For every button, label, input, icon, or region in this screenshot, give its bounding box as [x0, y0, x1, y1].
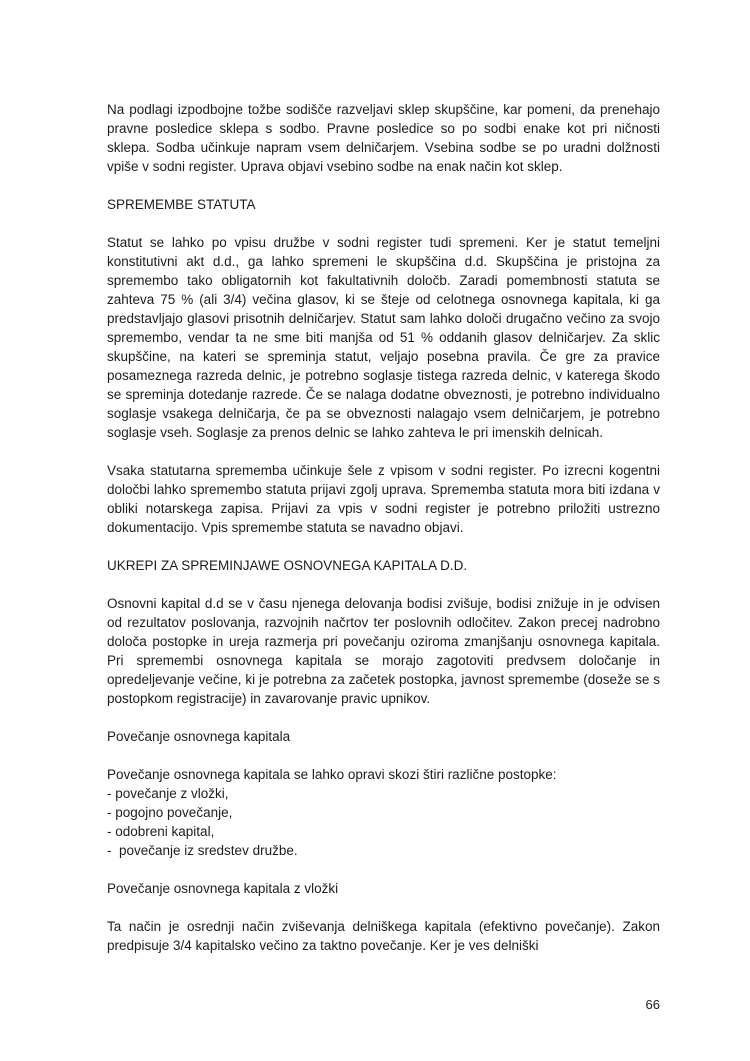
- procedures-list: [107, 784, 660, 860]
- list-item: - pogojno povečanje,: [107, 805, 233, 820]
- list-item: - povečanje iz sredstev družbe.: [107, 843, 298, 858]
- paragraph-capital-overview: Osnovni kapital d.d se v času njenega delovanja bodisi zvišuje, bodisi znižuje in je odvisen od rezultatov poslovanja, razvojnih načrtov ter poslovnih odločitev. Zakon precej nadrobno določa postopke in ureja razmerja pri povečanju oziroma zmanjšanju osnovnega kapitala. Pri spremembi osnovnega kapitala se morajo zagotoviti predvsem določanje in opredeljevanje večine, ki je potrebna za začetek postopka, javnost spremembe (doseže se s postopkom registracije) in zavarovanje pravic upnikov.: [107, 596, 660, 706]
- page-number: 66: [645, 997, 660, 1012]
- list-item: - odobreni kapital,: [107, 824, 215, 839]
- procedures-block: [107, 765, 660, 860]
- subheading-povecanje-vlozki: Povečanje osnovnega kapitala z vložki: [107, 881, 339, 896]
- subheading-povecanje-kapitala: Povečanje osnovnega kapitala: [107, 729, 291, 744]
- paragraph-register-entry: Vsaka statutarna sprememba učinkuje šele z vpisom v sodni register. Po izrecni kogentni določbi lahko spremembo statuta prijavi zgolj uprava. Sprememba statuta mora biti izdana v obliki notarskega zapisa. Prijavi za vpis v sodni register je potrebno priložiti ustrezno dokumentacijo. Vpis spremembe statuta se navadno objavi.: [107, 463, 660, 535]
- procedures-intro: Povečanje osnovnega kapitala se lahko opravi skozi štiri različne postopke:: [107, 767, 557, 782]
- paragraph-vlozki-method: Ta način je osrednji način zviševanja delniškega kapitala (efektivno povečanje). Zakon predpisuje 3/4 kapitalsko večino za taktno povečanje. Ker je ves delniški: [107, 919, 660, 953]
- list-item: - povečanje z vložki,: [107, 786, 229, 801]
- document-content: [107, 100, 660, 974]
- paragraph-statute-change: Statut se lahko po vpisu družbe v sodni register tudi spremeni. Ker je statut temeljni konstitutivni akt d.d., ga lahko spremeni le skupščina d.d. Skupščina je pristojna za spremembo tako obligatornih kot fakultativnih določb. Zaradi pomembnosti statuta se zahteva 75 % (ali 3/4) večina glasov, ki se šteje od celotnega osnovnega kapitala, ki ga predstavljajo glasovi prisotnih delničarjev. Statut sam lahko določi drugačno večino za svojo spremembo, vendar ta ne sme biti manjša od 51 % oddanih glasov delničarjev. Za sklic skupščine, na kateri se spreminja statut, veljajo posebna pravila. Če gre za pravice posameznega razreda delnic, je potrebno soglasje tistega razreda delnic, v katerega škodo se spreminja dotedanje razrede. Če se nalaga dodatne obveznosti, je potrebno individualno soglasje vsakega delničarja, če pa se obveznosti nalagajo vsem delničarjem, je potrebno soglasje vseh. Soglasje za prenos delnic se lahko zahteva le pri imenskih delnicah.: [107, 235, 660, 440]
- heading-spremembe-statuta: SPREMEMBE STATUTA: [107, 197, 256, 212]
- paragraph-court-ruling: Na podlagi izpodbojne tožbe sodišče razveljavi sklep skupščine, kar pomeni, da prenehajo pravne posledice sklepa s sodbo. Pravne posledice so po sodbi enake kot pri ničnosti sklepa. Sodba učinkuje napram vsem delničarjem. Vsebina sodbe se po uradni dolžnosti vpiše v sodni register. Uprava objavi vsebino sodbe na enak način kot sklep.: [107, 102, 660, 174]
- heading-ukrepi-kapital: UKREPI ZA SPREMINJAWE OSNOVNEGA KAPITALA D.D.: [107, 558, 468, 573]
